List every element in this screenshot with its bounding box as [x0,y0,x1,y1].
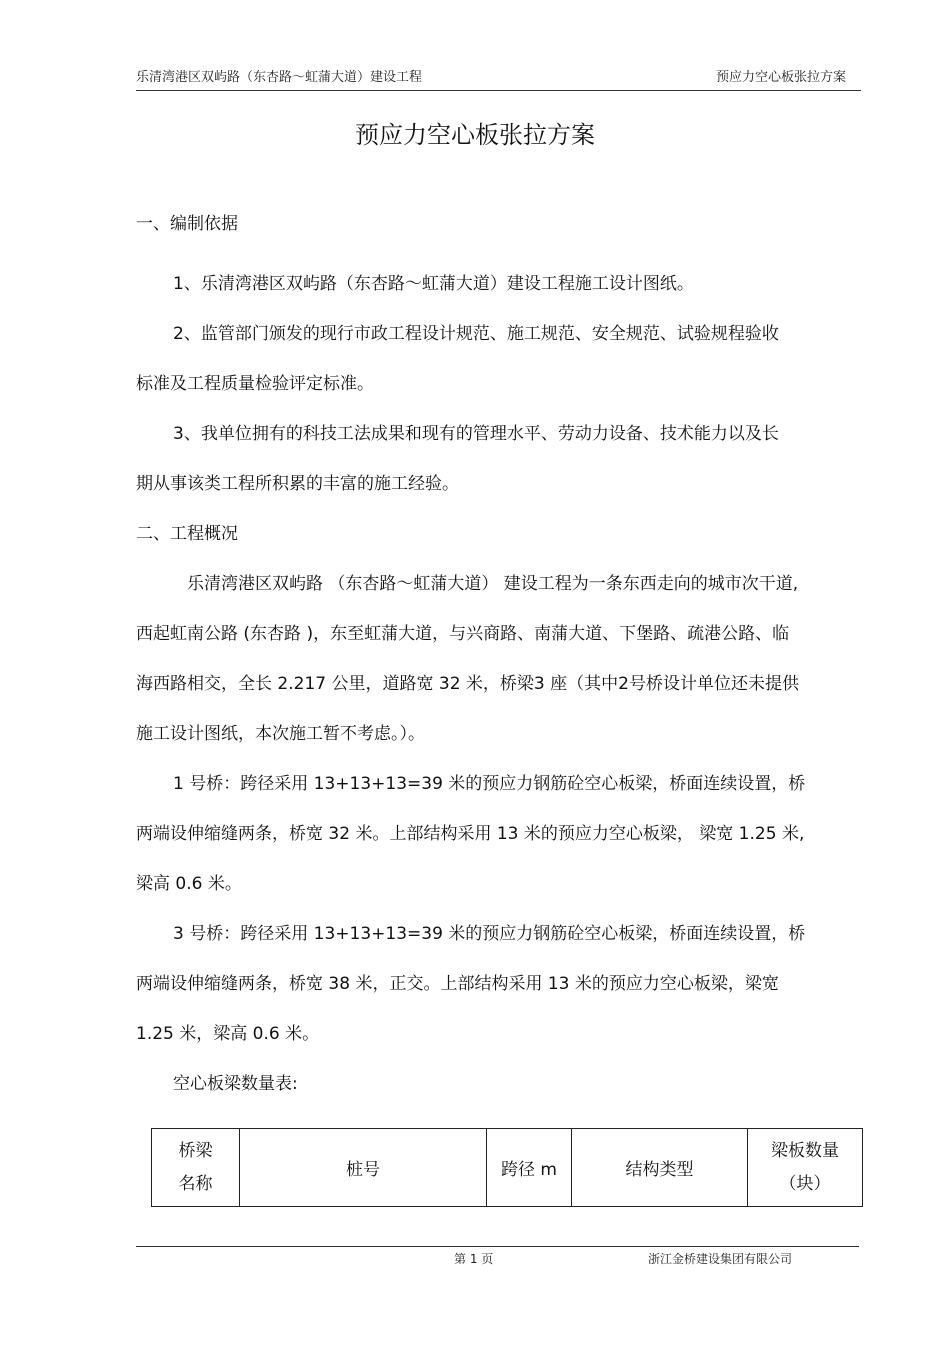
header-cell-bridge-name [152,1129,240,1207]
bridge-1-line-1: 1 号桥：跨径采用 13+13+13=39 米的预应力钢筋砼空心板梁，桥面连续设置，桥 [173,774,806,794]
bridge-3-line-3: 1.25 米，梁高 0.6 米。 [136,1024,320,1044]
header-cell-station: 桩号 [240,1129,487,1207]
footer-divider [136,1246,859,1247]
overview-line-1: 乐清湾港区双屿路 （东杏路～虹蒲大道） 建设工程为一条东西走向的城市次干道, [187,574,799,594]
header-cell-beam-count [748,1129,863,1207]
bridge-3-line-1: 3 号桥：跨径采用 13+13+13=39 米的预应力钢筋砼空心板梁，桥面连续设置，桥 [173,924,806,944]
overview-line-3: 海西路相交，全长 2.217 公里，道路宽 32 米，桥梁3 座（其中2号桥设计单位还未提供 [136,674,799,694]
header-cell-structure-type: 结构类型 [572,1129,748,1207]
footer-page-number: 第 1 页 [454,1252,494,1266]
header-beam-count-line-2: （块） [779,1173,831,1194]
section-heading-basis: 一、编制依据 [136,214,238,234]
basis-item-3-line-2: 期从事该类工程所积累的丰富的施工经验。 [136,474,459,494]
bridge-3-line-2: 两端设伸缩缝两条，桥宽 38 米，正交。上部结构采用 13 米的预应力空心板梁，梁宽 [136,974,779,994]
header-cell-span: 跨径 m [487,1129,572,1207]
header-bridge-name-line-1: 桥梁 [178,1140,213,1161]
beam-quantity-table [151,1128,863,1207]
basis-item-2-line-1: 2、监管部门颁发的现行市政工程设计规范、施工规范、安全规范、试验规程验收 [173,324,779,344]
table-header-row [152,1129,863,1207]
overview-line-4: 施工设计图纸，本次施工暂不考虑。）。 [136,724,425,744]
bridge-1-line-3: 梁高 0.6 米。 [136,874,242,894]
section-heading-overview: 二、工程概况 [136,524,238,544]
basis-item-2-line-2: 标准及工程质量检验评定标准。 [136,374,374,394]
header-beam-count-line-1: 梁板数量 [771,1140,839,1161]
header-bridge-name-line-2: 名称 [178,1173,213,1194]
bridge-1-line-2: 两端设伸缩缝两条，桥宽 32 米。上部结构采用 13 米的预应力空心板梁， 梁宽 1.25 米, [136,824,805,844]
table-caption: 空心板梁数量表: [173,1074,298,1094]
page-title: 预应力空心板张拉方案 [355,121,595,149]
header-document-name: 预应力空心板张拉方案 [716,70,847,85]
header-project-name: 乐清湾港区双屿路（东杏路～虹蒲大道）建设工程 [136,70,423,85]
basis-item-3-line-1: 3、我单位拥有的科技工法成果和现有的管理水平、劳动力设备、技术能力以及长 [173,424,779,444]
overview-line-2: 西起虹南公路 (东杏路 )，东至虹蒲大道，与兴商路、南蒲大道、下堡路、疏港公路、临 [136,624,790,644]
header-divider [136,90,861,91]
footer-company-name: 浙江金桥建设集团有限公司 [648,1252,793,1266]
basis-item-1: 1、乐清湾港区双屿路（东杏路～虹蒲大道）建设工程施工设计图纸。 [173,274,694,294]
